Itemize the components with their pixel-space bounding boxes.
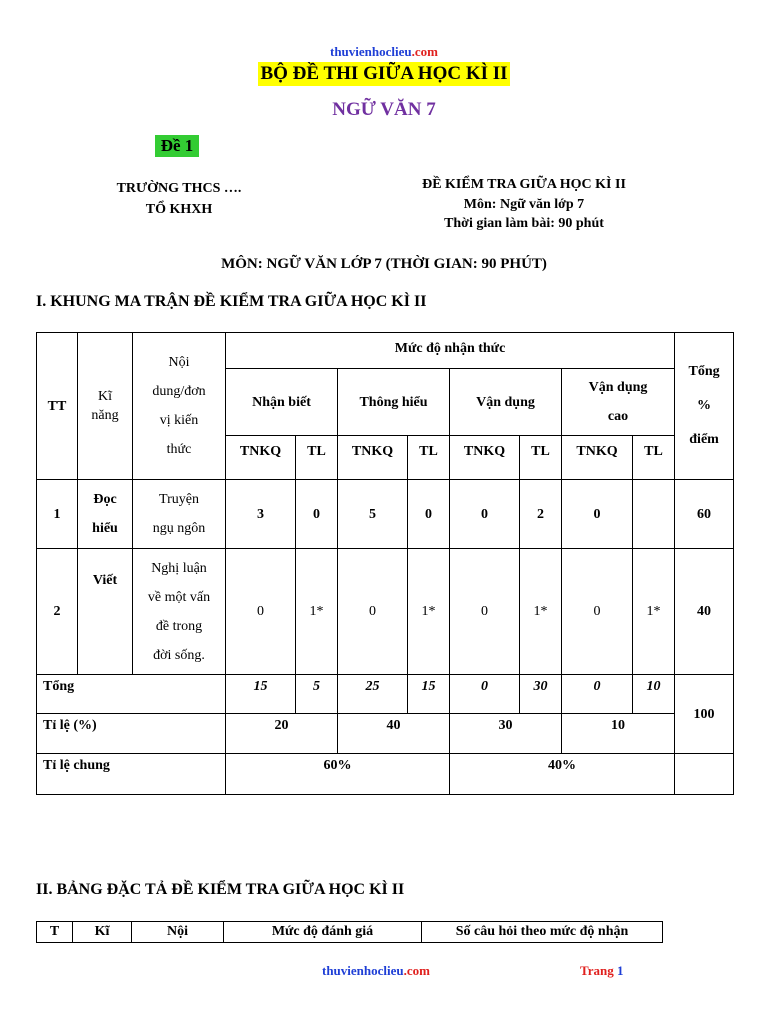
header-content-line3: vị kiến	[159, 413, 199, 428]
cell-value: 0	[408, 480, 450, 549]
document-title: BỘ ĐỀ THI GIỮA HỌC KÌ II	[260, 63, 508, 84]
header-level-4-line2: cao	[607, 409, 629, 424]
tong-value: 5	[296, 675, 338, 714]
exam-title: ĐỀ KIỂM TRA GIỮA HỌC KÌ II	[422, 177, 626, 192]
tong-value: 15	[408, 675, 450, 714]
row-total: 60	[675, 480, 734, 549]
page-number	[580, 963, 623, 979]
row-content-line1: Truyện	[159, 492, 199, 507]
header-content-line4: thức	[166, 442, 192, 457]
cell-value: 0	[338, 549, 408, 675]
spec-header: Nội	[132, 922, 224, 943]
ratio-label: Tỉ lệ (%)	[37, 714, 226, 754]
header-level-4	[562, 369, 675, 436]
header-content-line1: Nội	[168, 355, 190, 370]
table-row	[37, 549, 734, 675]
row-total: 40	[675, 549, 734, 675]
header-tnkq: TNKQ	[450, 436, 520, 480]
ratio-value: 40	[338, 714, 450, 754]
footer-site-domain: .com	[403, 963, 430, 978]
ratio-value: 10	[562, 714, 675, 754]
spec-header: Số câu hỏi theo mức độ nhận	[422, 922, 663, 943]
row-content-line3: đề trong	[155, 618, 203, 634]
site-name: thuvienhoclieu	[330, 44, 412, 59]
header-level-1: Nhận biết	[226, 369, 338, 436]
tong-value: 10	[633, 675, 675, 714]
ratio-total: 100	[675, 675, 734, 754]
department-name: TỔ KHXH	[145, 202, 213, 217]
page-label: Trang	[580, 963, 614, 978]
header-content	[133, 333, 226, 480]
subject-line: MÔN: NGỮ VĂN LỚP 7 (THỜI GIAN: 90 PHÚT)	[221, 256, 547, 272]
row-content-line2: về một vấn	[147, 589, 211, 605]
tong-value: 15	[226, 675, 296, 714]
row-tt: 1	[37, 480, 78, 549]
row-content-line4: đời sống.	[153, 647, 205, 663]
exam-duration: Thời gian làm bài: 90 phút	[444, 216, 604, 231]
cell-value: 2	[520, 480, 562, 549]
title-wrap	[0, 62, 768, 86]
footer-site-name: thuvienhoclieu	[322, 963, 404, 978]
header-tt: TT	[37, 333, 78, 480]
header-tl: TL	[520, 436, 562, 480]
site-watermark-footer	[322, 963, 430, 979]
row-content	[133, 549, 226, 675]
exam-number-badge: Đề 1	[155, 135, 199, 157]
cell-value: 0	[226, 549, 296, 675]
header-skill	[78, 333, 133, 480]
row-skill	[78, 480, 133, 549]
row-skill-line1: Đọc	[93, 492, 117, 507]
spec-table	[36, 921, 663, 943]
cell-value: 0	[562, 480, 633, 549]
header-level-4-line1: Vận dụng	[588, 380, 648, 395]
exam-subject: Môn: Ngữ văn lớp 7	[463, 197, 585, 212]
cell-value: 5	[338, 480, 408, 549]
empty-cell	[675, 754, 734, 795]
tong-value: 25	[338, 675, 408, 714]
cell-value: 1*	[520, 549, 562, 675]
spec-header: T	[37, 922, 73, 943]
section-2-title: II. BẢNG ĐẶC TẢ ĐỀ KIỂM TRA GIỮA HỌC KÌ II	[36, 881, 405, 898]
site-domain: .com	[411, 44, 438, 59]
tong-value: 0	[450, 675, 520, 714]
ratio-value: 30	[450, 714, 562, 754]
site-watermark-top	[0, 44, 768, 60]
header-skill-line2: năng	[91, 408, 119, 423]
header-level-2: Thông hiểu	[338, 369, 450, 436]
exam-matrix-table	[36, 332, 734, 795]
header-skill-line1: Kĩ	[98, 389, 112, 404]
common-label: Tỉ lệ chung	[37, 754, 226, 795]
ratio-value: 20	[226, 714, 338, 754]
header-total-line3: điểm	[689, 432, 719, 447]
row-content	[133, 480, 226, 549]
cell-value: 0	[450, 480, 520, 549]
cell-value: 1*	[408, 549, 450, 675]
header-content-line2: dung/đơn	[152, 384, 206, 399]
header-tl: TL	[633, 436, 675, 480]
header-total-line1: Tổng	[688, 364, 720, 379]
common-value: 40%	[450, 754, 675, 795]
tong-value: 0	[562, 675, 633, 714]
cell-value: 1*	[296, 549, 338, 675]
header-total	[675, 333, 734, 480]
header-tl: TL	[408, 436, 450, 480]
table-row-ratio	[37, 714, 734, 754]
cell-value	[633, 480, 675, 549]
school-name: TRƯỜNG THCS ….	[116, 181, 242, 196]
spec-header: Mức độ đánh giá	[224, 922, 422, 943]
row-skill	[78, 549, 133, 675]
header-tnkq: TNKQ	[562, 436, 633, 480]
cell-value: 0	[296, 480, 338, 549]
tong-label: Tổng	[37, 675, 226, 714]
header-tl: TL	[296, 436, 338, 480]
header-level-3: Vận dụng	[450, 369, 562, 436]
header-tnkq: TNKQ	[226, 436, 296, 480]
header-level-group: Mức độ nhận thức	[226, 333, 675, 369]
header-total-line2: %	[697, 398, 712, 413]
row-content-line1: Nghị luận	[151, 560, 207, 576]
row-content-line2: ngụ ngôn	[152, 521, 206, 536]
tong-value: 30	[520, 675, 562, 714]
common-value: 60%	[226, 754, 450, 795]
table-row-common	[37, 754, 734, 795]
section-1-title: I. KHUNG MA TRẬN ĐỀ KIỂM TRA GIỮA HỌC KÌ II	[36, 293, 427, 310]
spec-header: Kĩ	[73, 922, 132, 943]
cell-value: 0	[562, 549, 633, 675]
cell-value: 3	[226, 480, 296, 549]
table-row	[37, 480, 734, 549]
row-skill-line2: hiểu	[92, 521, 118, 536]
page-number-value: 1	[616, 963, 624, 978]
table-row-total	[37, 675, 734, 714]
cell-value: 0	[450, 549, 520, 675]
row-tt: 2	[37, 549, 78, 675]
header-tnkq: TNKQ	[338, 436, 408, 480]
row-skill-line1: Viết	[92, 573, 118, 588]
cell-value: 1*	[633, 549, 675, 675]
document-subtitle: NGỮ VĂN 7	[332, 99, 436, 120]
